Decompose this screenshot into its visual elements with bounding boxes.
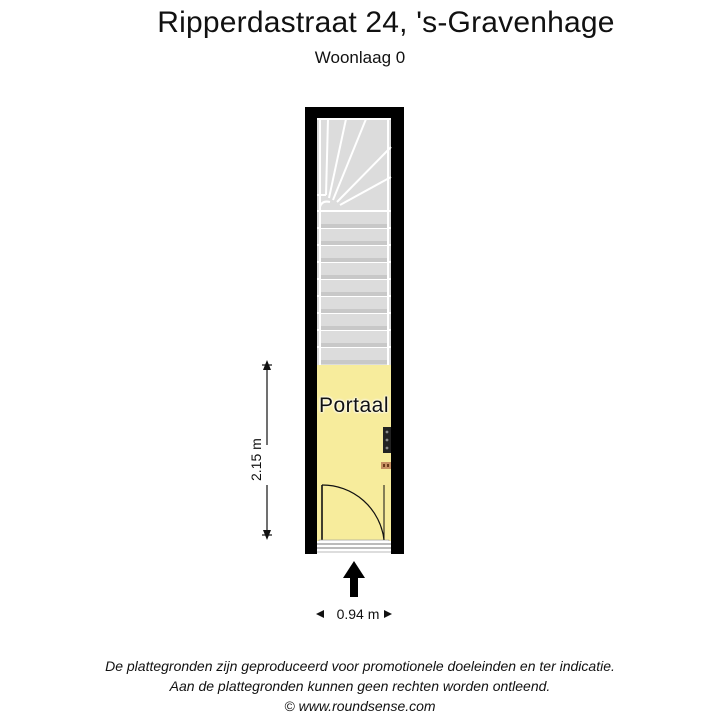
entrance-arrow-icon xyxy=(343,561,365,597)
dimension-width-label: 0.94 m xyxy=(336,606,380,622)
meter-box xyxy=(383,427,391,453)
disclaimer-line-1: De plattegronden zijn geproduceerd voor promotionele doeleinden en ter indicatie. xyxy=(105,658,615,674)
copyright-link[interactable]: © www.roundsense.com xyxy=(284,698,436,714)
floor-subtitle: Woonlaag 0 xyxy=(314,48,406,67)
outlet-icon xyxy=(381,462,391,469)
room-label-portaal: Portaal xyxy=(318,394,390,417)
staircase xyxy=(317,119,391,365)
threshold xyxy=(317,541,391,554)
disclaimer xyxy=(0,656,720,716)
wall-right xyxy=(391,107,404,554)
address-title: Ripperdastraat 24, 's-Gravenhage xyxy=(157,6,615,39)
wall-top xyxy=(305,107,404,119)
dimension-height-label: 2.15 m xyxy=(248,438,264,481)
disclaimer-line-2: Aan de plattegronden kunnen geen rechten worden ontleend. xyxy=(169,678,551,694)
room-portaal xyxy=(317,365,391,541)
wall-left xyxy=(305,107,317,554)
